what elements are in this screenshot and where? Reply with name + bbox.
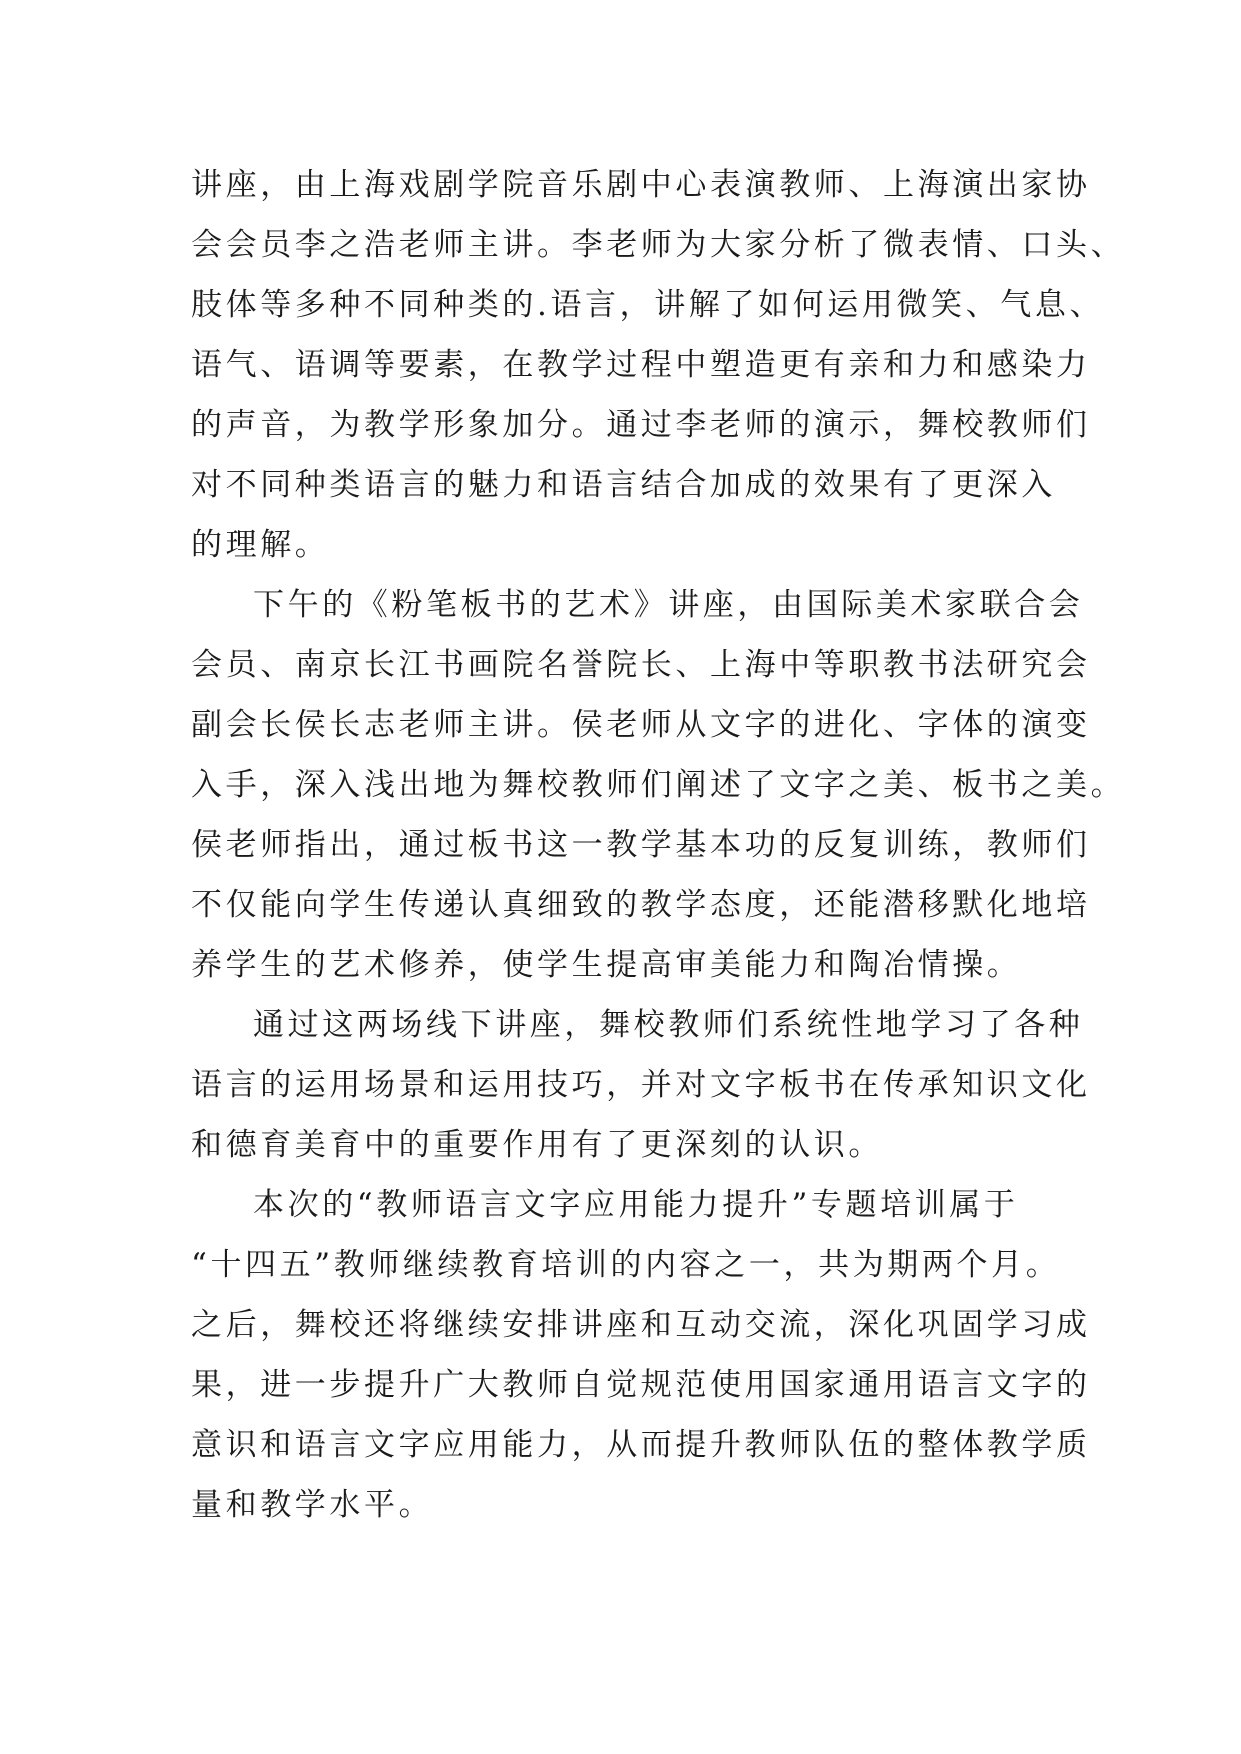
text-line: 会会员李之浩老师主讲。李老师为大家分析了微表情、口头、 (191, 227, 1126, 263)
text-line: 养学生的艺术修养，使学生提高审美能力和陶冶情操。 (191, 947, 1022, 983)
document-body (191, 155, 1126, 1535)
text-line: 会员、南京长江书画院名誉院长、上海中等职教书法研究会 (191, 647, 1091, 683)
text-line: 语气、语调等要素，在教学过程中塑造更有亲和力和感染力 (191, 347, 1091, 383)
text-line: 讲座，由上海戏剧学院音乐剧中心表演教师、上海演出家协 (191, 167, 1091, 203)
paragraph-summary (191, 995, 1091, 1175)
text-line: 通过这两场线下讲座，舞校教师们系统性地学习了各种 (253, 1007, 1084, 1043)
text-line: 本次的“教师语言文字应用能力提升”专题培训属于 (253, 1187, 1019, 1223)
text-line: 不仅能向学生传递认真细致的教学态度，还能潜移默化地培 (191, 887, 1091, 923)
text-line: 意识和语言文字应用能力，从而提升教师队伍的整体教学质 (191, 1427, 1091, 1463)
text-line: 之后，舞校还将继续安排讲座和互动交流，深化巩固学习成 (191, 1307, 1091, 1343)
text-line: 的声音，为教学形象加分。通过李老师的演示，舞校教师们 (191, 407, 1091, 443)
text-line: “十四五”教师继续教育培训的内容之一，共为期两个月。 (191, 1247, 1061, 1283)
text-line: 果，进一步提升广大教师自觉规范使用国家通用语言文字的 (191, 1367, 1091, 1403)
paragraph-lecture-voice (191, 155, 1126, 575)
text-line: 入手，深入浅出地为舞校教师们阐述了文字之美、板书之美。 (191, 767, 1126, 803)
text-line: 下午的《粉笔板书的艺术》讲座，由国际美术家联合会 (253, 587, 1084, 623)
text-line: 的理解。 (191, 527, 330, 563)
text-line: 语言的运用场景和运用技巧，并对文字板书在传承知识文化 (191, 1067, 1091, 1103)
text-line: 侯老师指出，通过板书这一教学基本功的反复训练，教师们 (191, 827, 1091, 863)
paragraph-lecture-chalk (191, 575, 1126, 995)
text-line: 和德育美育中的重要作用有了更深刻的认识。 (191, 1127, 883, 1163)
text-line: 副会长侯长志老师主讲。侯老师从文字的进化、字体的演变 (191, 707, 1091, 743)
text-line: 肢体等多种不同种类的.语言，讲解了如何运用微笑、气息、 (191, 287, 1105, 323)
text-line: 量和教学水平。 (191, 1487, 434, 1523)
paragraph-training (191, 1175, 1091, 1535)
text-line: 对不同种类语言的魅力和语言结合加成的效果有了更深入 (191, 467, 1056, 503)
